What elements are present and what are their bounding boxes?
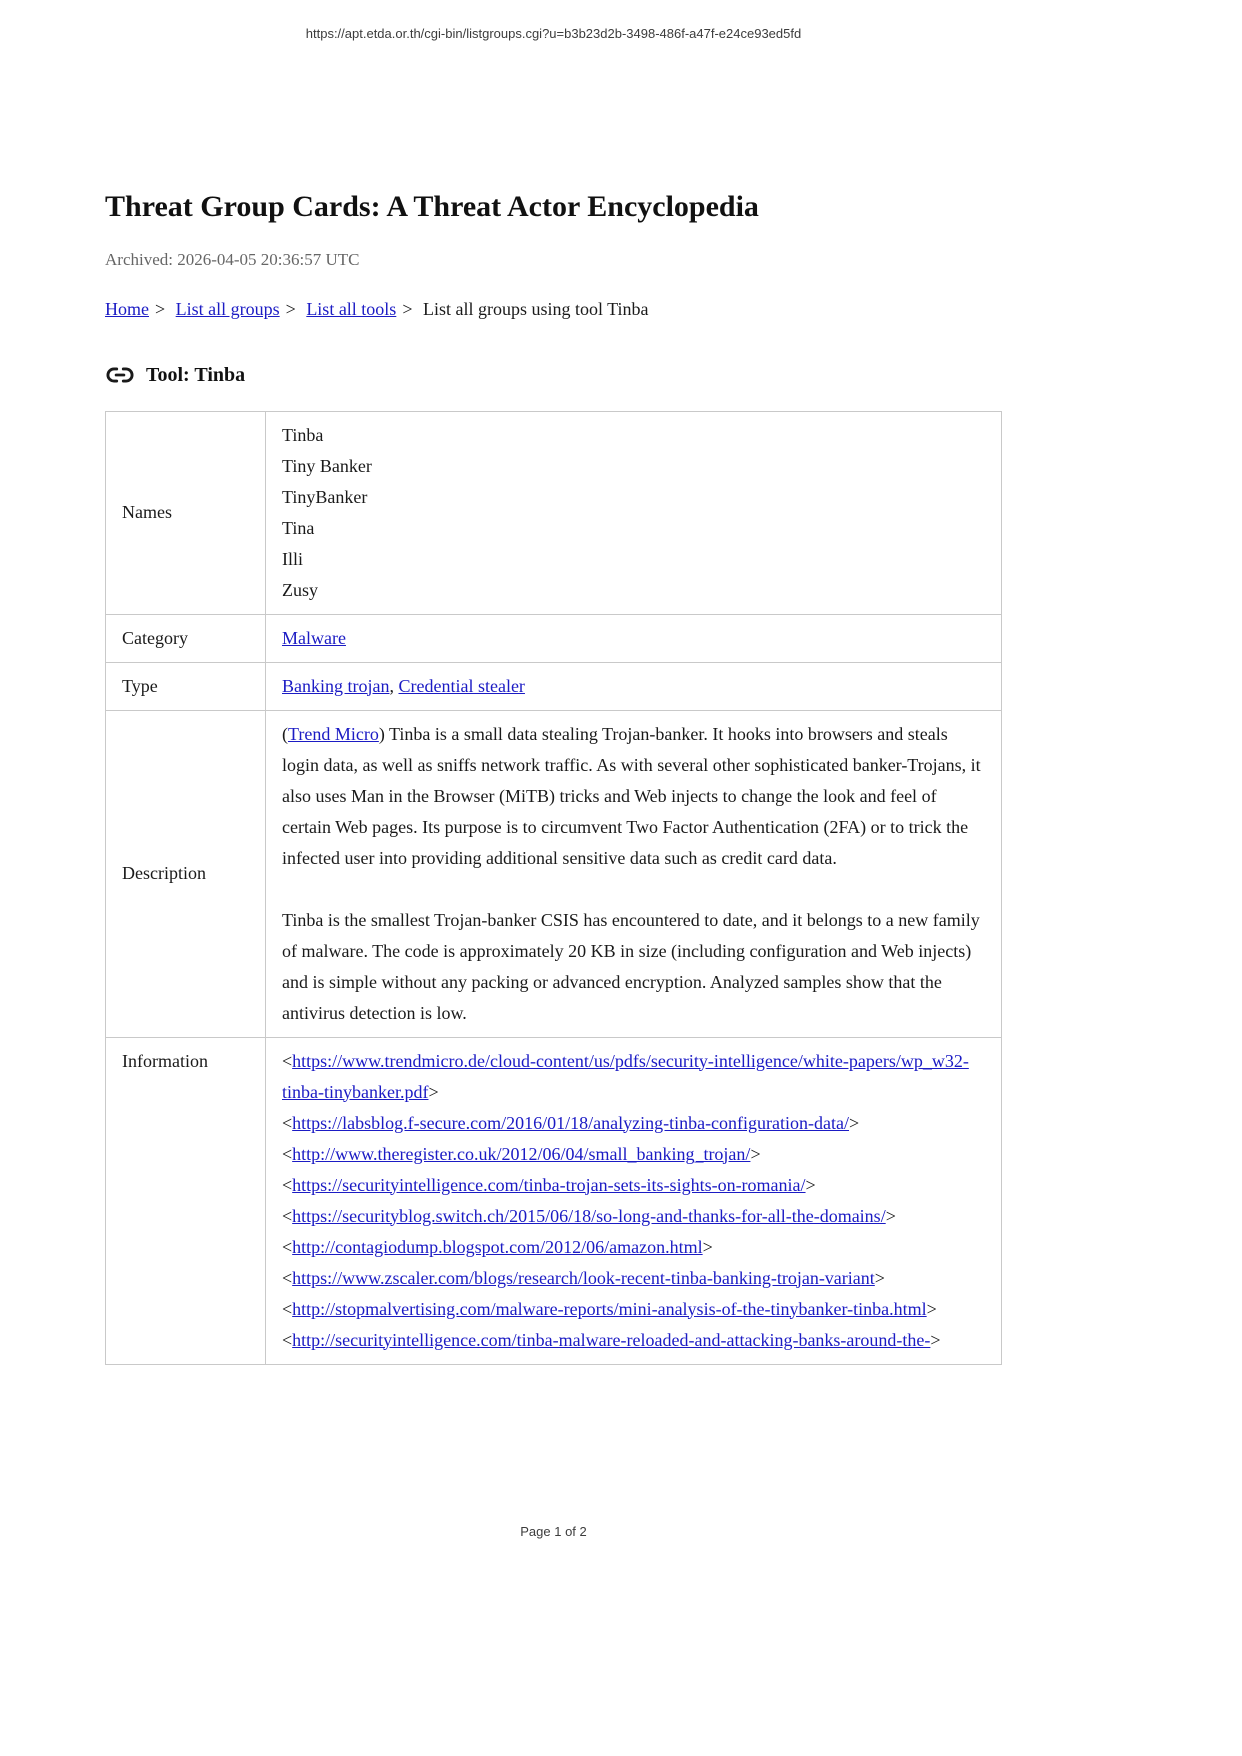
information-url-line	[282, 1139, 985, 1170]
breadcrumb-crumb	[176, 299, 302, 319]
description-paragraph-1-text: ) Tinba is a small data stealing Trojan-banker. It hooks into browsers and steals login data, as well as sniffs network traffic. As with several other sophisticated banker-Trojans, it also uses Man in the Browser (MiTB) tricks and Web injects to change the look and feel of certain Web pages. Its purpose is to circumvent Two Factor Authentication (2FA) or to trick the infected user into providing additional sensitive data such as credit card data.	[282, 723, 981, 868]
name-item: Illi	[282, 548, 303, 569]
description-label: Description	[106, 710, 266, 1037]
name-item: Tiny Banker	[282, 455, 372, 476]
information-url-line	[282, 1170, 985, 1201]
information-label: Information	[106, 1037, 266, 1364]
table-clip-region	[105, 411, 1002, 1455]
breadcrumb-current: List all groups using tool Tinba	[422, 298, 649, 319]
information-url-line	[282, 1201, 985, 1232]
type-item	[398, 676, 524, 696]
angle-bracket-open: <	[282, 1174, 293, 1195]
table-row-category	[106, 614, 1002, 662]
archived-timestamp: Archived: 2026-04-05 20:36:57 UTC	[105, 249, 360, 269]
information-link[interactable]: https://www.zscaler.com/blogs/research/look-recent-tinba-banking-trojan-variant	[292, 1267, 875, 1288]
breadcrumb	[105, 296, 1002, 322]
page-content	[105, 0, 1002, 1455]
information-link[interactable]: http://securityintelligence.com/tinba-malware-reloaded-and-attacking-banks-around-the-	[292, 1329, 931, 1350]
type-list	[282, 676, 525, 696]
breadcrumb-crumb	[105, 299, 171, 319]
breadcrumb-link[interactable]: List all groups	[175, 298, 280, 319]
information-url-list	[282, 1046, 985, 1356]
tool-heading-label: Tool: Tinba	[146, 363, 246, 386]
information-link[interactable]: http://stopmalvertising.com/malware-reports/mini-analysis-of-the-tinybanker-tinba.html	[292, 1298, 927, 1319]
angle-bracket-open: <	[282, 1050, 293, 1071]
breadcrumb-separator: >	[402, 298, 413, 319]
breadcrumb-separator: >	[155, 298, 166, 319]
information-link[interactable]: https://securityblog.switch.ch/2015/06/18/so-long-and-thanks-for-all-the-domains/	[292, 1205, 886, 1226]
angle-bracket-open: <	[282, 1143, 293, 1164]
type-item	[282, 676, 398, 696]
table-row-type	[106, 662, 1002, 710]
information-link[interactable]: https://securityintelligence.com/tinba-trojan-sets-its-sights-on-romania/	[292, 1174, 806, 1195]
information-value-cell	[266, 1037, 1002, 1364]
angle-bracket-open: <	[282, 1236, 293, 1257]
description-paragraph-1	[282, 719, 985, 874]
link-icon[interactable]	[105, 364, 135, 386]
information-url-line	[282, 1108, 985, 1139]
description-paren-open: (	[282, 723, 288, 744]
name-item: Zusy	[282, 579, 318, 600]
angle-bracket-close: >	[428, 1081, 439, 1102]
angle-bracket-open: <	[282, 1329, 293, 1350]
angle-bracket-close: >	[702, 1236, 713, 1257]
table-row-names	[106, 411, 1002, 614]
type-link[interactable]: Credential stealer	[398, 675, 525, 696]
information-url-line	[282, 1325, 985, 1356]
angle-bracket-close: >	[849, 1112, 860, 1133]
angle-bracket-open: <	[282, 1205, 293, 1226]
information-link[interactable]: https://www.trendmicro.de/cloud-content/us/pdfs/security-intelligence/white-papers/wp_w32-tinba-tinybanker.pdf	[282, 1050, 969, 1102]
name-item: Tinba	[282, 424, 324, 445]
name-item: Tina	[282, 517, 315, 538]
names-list	[282, 420, 985, 606]
information-link[interactable]: http://www.theregister.co.uk/2012/06/04/small_banking_trojan/	[292, 1143, 751, 1164]
angle-bracket-close: >	[926, 1298, 937, 1319]
names-value-cell	[266, 411, 1002, 614]
trend-micro-link[interactable]: Trend Micro	[288, 723, 379, 744]
category-value-cell	[266, 614, 1002, 662]
angle-bracket-close: >	[930, 1329, 941, 1350]
category-label: Category	[106, 614, 266, 662]
category-link[interactable]: Malware	[282, 627, 346, 648]
angle-bracket-close: >	[874, 1267, 885, 1288]
description-paragraph-2: Tinba is the smallest Trojan-banker CSIS has encountered to date, and it belongs to a new family of malware. The code is approximately 20 KB in size (including configuration and Web injects) and is simple without any packing or advanced encryption. Analyzed samples show that the antivirus detection is low.	[282, 909, 980, 1023]
print-header-url: https://apt.etda.or.th/cgi-bin/listgroups.cgi?u=b3b23d2b-3498-486f-a47f-e24ce93ed5fd	[305, 26, 802, 41]
angle-bracket-open: <	[282, 1112, 293, 1133]
angle-bracket-open: <	[282, 1298, 293, 1319]
information-link[interactable]: https://labsblog.f-secure.com/2016/01/18/analyzing-tinba-configuration-data/	[292, 1112, 850, 1133]
table-row-description	[106, 710, 1002, 1037]
type-separator: ,	[389, 675, 399, 696]
page-title: Threat Group Cards: A Threat Actor Encyclopedia	[105, 190, 759, 223]
breadcrumb-crumb	[306, 299, 418, 319]
breadcrumb-separator: >	[285, 298, 296, 319]
angle-bracket-close: >	[805, 1174, 816, 1195]
information-url-line	[282, 1046, 985, 1108]
angle-bracket-open: <	[282, 1267, 293, 1288]
type-value-cell	[266, 662, 1002, 710]
type-label: Type	[106, 662, 266, 710]
description-value-cell	[266, 710, 1002, 1037]
information-link[interactable]: http://contagiodump.blogspot.com/2012/06/amazon.html	[292, 1236, 703, 1257]
names-label: Names	[106, 411, 266, 614]
tool-heading	[105, 364, 1002, 387]
breadcrumb-link[interactable]: List all tools	[306, 298, 397, 319]
breadcrumb-link[interactable]: Home	[105, 298, 149, 319]
information-url-line	[282, 1263, 985, 1294]
table-row-information	[106, 1037, 1002, 1364]
information-url-line	[282, 1232, 985, 1263]
name-item: TinyBanker	[282, 486, 368, 507]
tool-table	[105, 411, 1002, 1365]
print-footer-page-number: Page 1 of 2	[520, 1524, 587, 1539]
angle-bracket-close: >	[750, 1143, 761, 1164]
angle-bracket-close: >	[885, 1205, 896, 1226]
information-url-line	[282, 1294, 985, 1325]
type-link[interactable]: Banking trojan	[282, 675, 390, 696]
